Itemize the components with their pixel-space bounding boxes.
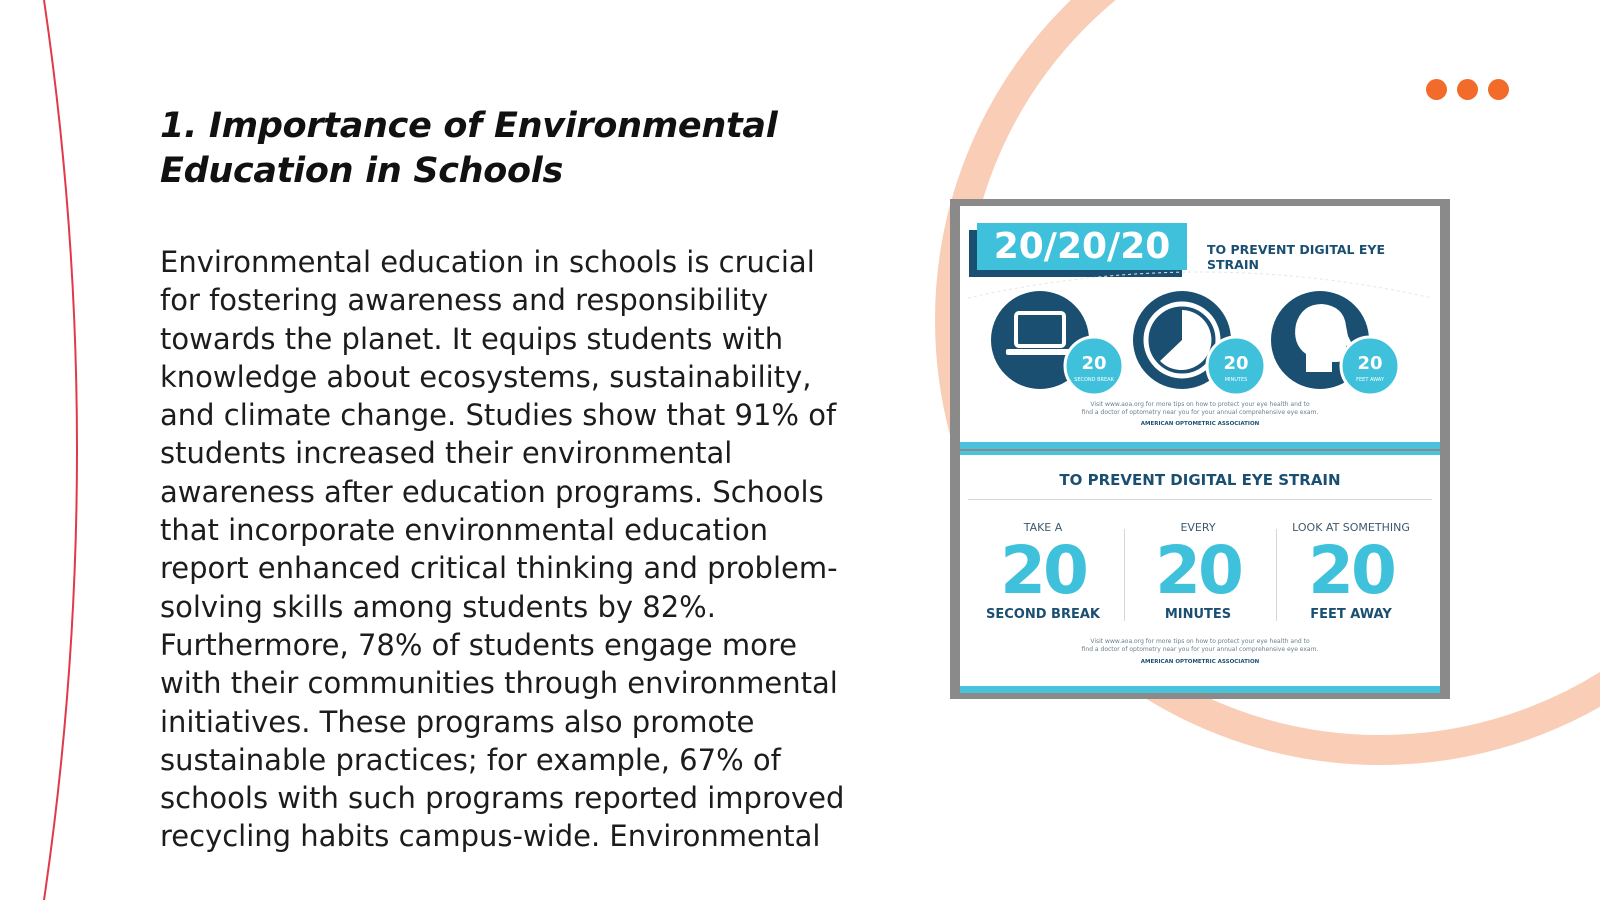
laptop-icon [991, 291, 1123, 395]
column-post-label: SECOND BREAK [986, 607, 1100, 622]
head-icon-number: 20 [1357, 353, 1383, 374]
clock-icon [1133, 291, 1265, 395]
eye-strain-infographic [950, 199, 1450, 699]
fine-print-line-2: find a doctor of optometry near you for your annual comprehensive eye exam. [1081, 646, 1319, 653]
column-look-away [1276, 521, 1426, 623]
laptop-icon-caption: SECOND BREAK [1074, 377, 1114, 383]
column-number: 20 [1000, 532, 1086, 609]
dots-decoration [1426, 79, 1516, 101]
fine-print-line-1: Visit www.aoa.org for more tips on how to protect your eye health and to [1090, 401, 1310, 408]
slide-body-text: Environmental education in schools is crucial for fostering awareness and responsibility towards the planet. It equips students with knowledge about ecosystems, sustainability, and climate change. Studies show that 91% of students increased their environmental awareness after education programs. Schools that incorporate environmental education report enhanced critical thinking and problem-solving skills among students by 82%. Furthermore, 78% of students engage more with their communities through environmental initiatives. These programs also promote sustainable practices; for example, 67% of schools with such programs reported improved recycling habits campus-wide. Environmental [160, 245, 845, 854]
dot [1488, 79, 1509, 100]
column-every [1123, 521, 1273, 623]
organization-name: AMERICAN OPTOMETRIC ASSOCIATION [1140, 421, 1260, 427]
slide-title: 1. Importance of Environmental Education in Schools [160, 106, 778, 191]
fine-print-line-1: Visit www.aoa.org for more tips on how to protect your eye health and to [1090, 638, 1310, 645]
column-pre-label: TAKE A [1023, 521, 1063, 534]
infographic-badge: 20/20/20 [977, 223, 1187, 270]
column-take-a-break [968, 521, 1118, 623]
dot [1426, 79, 1447, 100]
infographic-top-heading: TO PREVENT DIGITAL EYE STRAIN [1207, 242, 1385, 272]
organization-name: AMERICAN OPTOMETRIC ASSOCIATION [1140, 659, 1260, 665]
divider [968, 499, 1432, 500]
left-accent-line [44, 0, 77, 900]
head-icon-caption: FEET AWAY [1356, 377, 1384, 383]
column-post-label: FEET AWAY [1310, 607, 1392, 622]
column-pre-label: EVERY [1180, 521, 1216, 534]
column-number: 20 [1308, 532, 1394, 609]
column-pre-label: LOOK AT SOMETHING [1292, 521, 1410, 534]
clock-icon-number: 20 [1223, 353, 1249, 374]
infographic-bottom-panel [960, 451, 1440, 693]
column-post-label: MINUTES [1164, 607, 1232, 622]
head-icon [1271, 291, 1399, 395]
infographic-bottom-heading: TO PREVENT DIGITAL EYE STRAIN [1059, 471, 1341, 489]
dot [1457, 79, 1478, 100]
fine-print-line-2: find a doctor of optometry near you for your annual comprehensive eye exam. [1081, 409, 1319, 416]
laptop-icon-number: 20 [1081, 353, 1107, 374]
clock-icon-caption: MINUTES [1224, 377, 1248, 383]
column-number: 20 [1155, 532, 1241, 609]
infographic-top-panel [960, 206, 1440, 449]
